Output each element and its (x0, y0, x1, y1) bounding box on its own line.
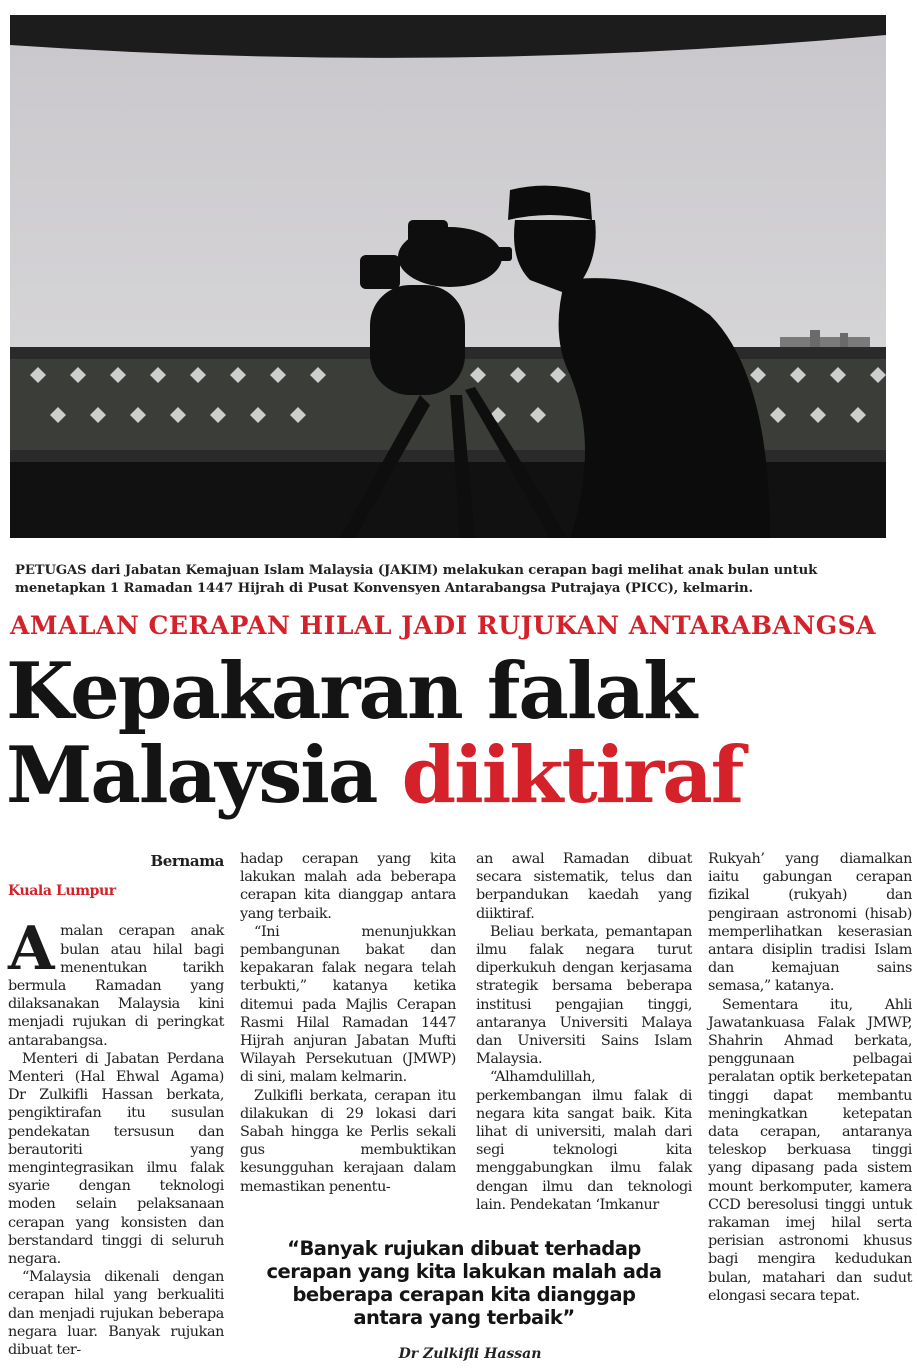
paragraph: Sementara itu, Ahli Jawatankuasa Falak JMWP, Shahrin Ahmad berkata, penggunaan pelbagai peralatan optik berketepatan tinggi dapat membantu meningkatkan ketepatan data cerapan, antaranya teleskop berkuasa tinggi yang dipasang pada sistem mount berkomputer, kamera CCD beresolusi tinggi untuk rakaman imej hilal serta perisian astronomi khusus bagi mengira kedudukan bulan, matahari dan sudut elongasi secara tepat. (708, 996, 912, 1304)
paragraph: “Malaysia dikenali dengan cerapan hilal yang berkualiti dan menjadi rujukan beberapa negara luar. Banyak rujukan dibuat ter- (8, 1269, 224, 1359)
paragraph: Beliau berkata, pemantapan ilmu falak negara turut diperkukuh dengan kerjasama strategik bersama beberapa institusi pengajian tinggi, antaranya Universiti Malaya dan Universiti Sains Islam Malaysia. (476, 923, 692, 1068)
paragraph: “Ini menunjukkan pembangunan bakat dan kepakaran falak negara telah terbukti,” katanya ketika ditemui pada Majlis Cerapan Rasmi Hilal Ramadan 1447 Hijrah anjuran Jabatan Mufti Wilayah Persekutuan (JMWP) di sini, malam kelmarin. (240, 923, 456, 1086)
article-column-4 (708, 850, 912, 1305)
paragraph (8, 914, 224, 1049)
dateline: Kuala Lumpur (8, 883, 116, 900)
article-column-1 (8, 850, 224, 1359)
pull-quote-author: Dr Zulkifli Hassan (398, 1346, 542, 1362)
paragraph: an awal Ramadan dibuat secara sistematik, telus dan berpandukan kaedah yang diiktiraf. (476, 851, 692, 922)
paragraph: Rukyah’ yang diamalkan iaitu gabungan cerapan fizikal (rukyah) dan pengiraan astronomi (hisab) memperlihatkan keserasian antara disiplin tradisi Islam dan kemajuan sains semasa,” katanya. (708, 851, 912, 995)
dropcap: A (8, 914, 55, 985)
headline-line1: Kepakaran falak (6, 646, 696, 737)
headline-line2-red: diiktiraf (401, 730, 743, 821)
paragraph-text: malan cerapan anak bulan atau hilal bagi menentukan tarikh bermula Ramadan yang dilaksanakan Malaysia kini menjadi rujukan di peringkat antarabangsa. (8, 923, 224, 1049)
article-column-2 (240, 850, 456, 1196)
headline (6, 646, 911, 821)
paragraph: Zulkifli berkata, cerapan itu dilakukan di 29 lokasi dari Sabah hingga ke Perlis sekali gus membuktikan kesungguhan kerajaan dalam memastikan penentu- (240, 1087, 456, 1195)
paragraph: hadap cerapan yang kita lakukan malah ada beberapa cerapan kita dianggap antara yang terbaik. (240, 851, 456, 922)
paragraph: Menteri di Jabatan Perdana Menteri (Hal Ehwal Agama) Dr Zulkifli Hassan berkata, pengiktirafan itu susulan pendekatan tersusun dan berautoriti yang mengintegrasikan ilmu falak syarie dengan teknologi moden selain pelaksanaan cerapan yang konsisten dan berstandard tinggi di seluruh negara. (8, 1050, 224, 1268)
headline-line2 (6, 730, 911, 821)
byline: Bernama (150, 852, 224, 870)
pull-quote: “Banyak rujukan dibuat terhadap cerapan yang kita lakukan malah ada beberapa cerapan kita dianggap antara yang terbaik” (266, 1237, 662, 1329)
photo-caption: PETUGAS dari Jabatan Kemajuan Islam Malaysia (JAKIM) melakukan cerapan bagi melihat anak bulan untuk menetapkan 1 Ramadan 1447 Hijrah di Pusat Konvensyen Antarabangsa Putrajaya (PICC), kelmarin. (15, 563, 818, 596)
paragraph: “Alhamdulillah, perkembangan ilmu falak di negara kita sangat baik. Kita lihat di universiti, malah dari segi teknologi kita menggabungkan ilmu falak dengan ilmu dan teknologi lain. Pendekatan ‘Imkanur (476, 1069, 692, 1213)
article-column-3 (476, 850, 692, 1214)
kicker: AMALAN CERAPAN HILAL JADI RUJUKAN ANTARABANGSA (10, 611, 877, 640)
article-photo (10, 15, 886, 538)
headline-line2-black: Malaysia (6, 730, 377, 821)
telescope-observer-photo (10, 15, 886, 538)
